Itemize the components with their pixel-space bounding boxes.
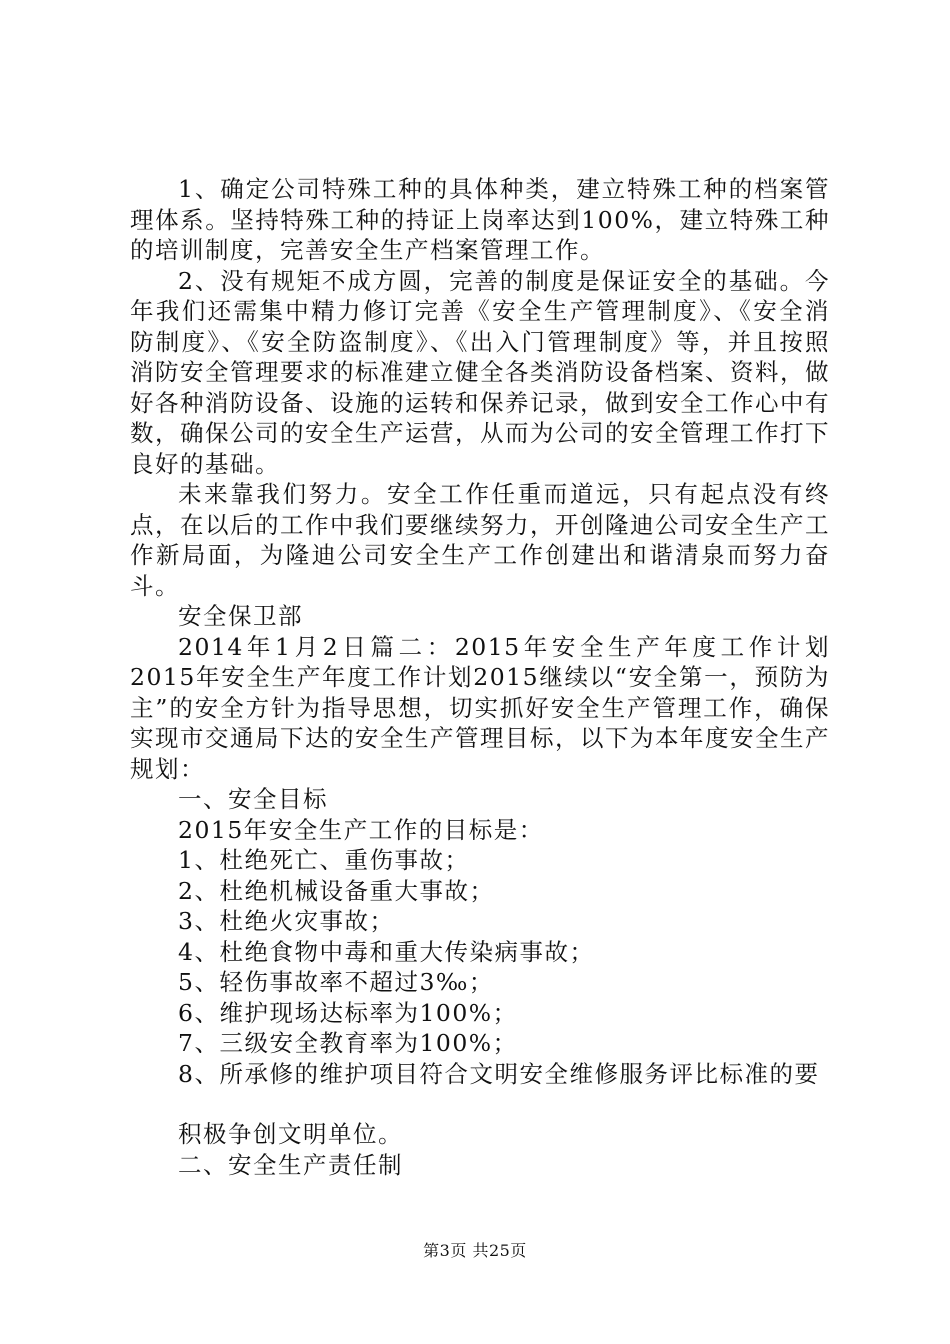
document-body bbox=[130, 174, 830, 1180]
list-item: 6、维护现场达标率为100%； bbox=[178, 998, 518, 1027]
list-item: 2、杜绝机械设备重大事故； bbox=[178, 876, 495, 905]
list-item: 3、杜绝火灾事故； bbox=[178, 907, 395, 935]
paragraph: 1、确定公司特殊工种的具体种类，建立特殊工种的档案管理体系。坚持特殊工种的持证上岗率达到100%，建立特殊工种的培训制度，完善安全生产档案管理工作。 bbox=[130, 175, 830, 264]
paragraph: 积极争创文明单位。 bbox=[178, 1120, 403, 1148]
paragraph: 2015年安全生产工作的目标是： bbox=[178, 815, 544, 844]
paragraph: 未来靠我们努力。安全工作任重而道远，只有起点没有终点，在以后的工作中我们要继续努力，开创隆迪公司安全生产工作新局面，为隆迪公司安全生产工作创建出和谐清泉而努力奋斗。 bbox=[130, 480, 830, 600]
list-item: 1、杜绝死亡、重伤事故； bbox=[178, 846, 470, 874]
list-item: 5、轻伤事故率不超过3‰； bbox=[178, 968, 494, 996]
list-item: 4、杜绝食物中毒和重大传染病事故； bbox=[178, 937, 595, 966]
list-item: 8、所承修的维护项目符合文明安全维修服务评比标准的要 bbox=[178, 1059, 820, 1088]
page-number-footer: 第3页 共25页 bbox=[423, 1241, 527, 1260]
paragraph: 安全保卫部 bbox=[178, 602, 303, 630]
list-item: 7、三级安全教育率为100%； bbox=[178, 1029, 518, 1057]
paragraph: 2、没有规矩不成方圆，完善的制度是保证安全的基础。今年我们还需集中精力修订完善《安全生产管理制度》、《安全消防制度》、《安全防盗制度》、《出入门管理制度》等，并且按照消防安全管理要求的标准建立健全各类消防设备档案、资料，做好各种消防设备、设施的运转和保养记录，做到安全工作心中有数，确保公司的安全生产运营，从而为公司的安全管理工作打下良好的基础。 bbox=[130, 266, 830, 478]
paragraph: 2014年1月2日篇二：2015年安全生产年度工作计划2015年安全生产年度工作计划2015继续以“安全第一，预防为主”的安全方针为指导思想，切实抓好安全生产管理工作，确保实现市交通局下达的安全生产管理目标，以下为本年度安全生产规划： bbox=[130, 632, 830, 783]
section-heading: 二、安全生产责任制 bbox=[178, 1150, 403, 1179]
section-heading: 一、安全目标 bbox=[178, 785, 328, 813]
